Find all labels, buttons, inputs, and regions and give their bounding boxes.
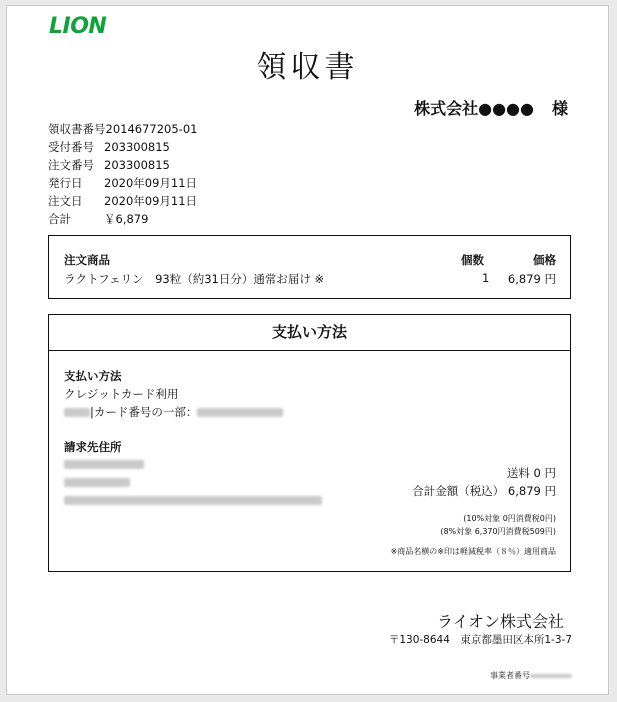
business-number-label: 事業者番号 [490,671,530,680]
shipping-fee: 送料 0 円 [506,466,556,480]
lion-logo: LION [49,14,107,39]
info-total [48,210,197,228]
info-reception-no [48,138,197,156]
payment-method-label: 支払い方法 [64,369,122,383]
redacted-business-number [530,674,572,678]
info-value: 2014677205-01 [105,122,198,136]
total-amount: 合計金額（税込） 6,879 円 [412,484,556,498]
order-items-box [48,235,571,299]
redacted-billing-address [64,493,322,507]
item-qty: 1 [482,271,490,285]
product-header: 注文商品 [64,253,110,267]
info-label: 発行日 [48,176,83,190]
info-receipt-no [48,120,197,138]
reduced-tax-note: ※商品名横の※印は軽減税率（８％）適用商品 [390,547,556,556]
receipt-page [6,5,609,695]
billing-address-label: 請求先住所 [64,440,122,454]
payment-box [48,314,571,572]
item-name: ラクトフェリン 93粒（約31日分）通常お届け ※ [64,272,325,286]
customer-name-line [414,96,568,119]
redacted-card-number [197,408,283,417]
redacted-card-brand [64,408,90,417]
company-name: ライオン株式会社 [436,612,564,631]
business-number [490,670,572,681]
info-order-date [48,192,197,210]
info-value: 203300815 [104,158,170,172]
customer-name: 株式会社●●●● [414,99,534,118]
payment-title: 支払い方法 [49,315,570,351]
info-label: 注文日 [48,194,83,208]
info-value: 2020年09月11日 [104,176,198,190]
info-value: 2020年09月11日 [104,194,198,208]
item-price: 6,879 円 [507,272,556,286]
payment-method-value: クレジットカード利用 [64,387,179,401]
info-label: 受付番号 [48,140,94,154]
company-address: 〒130-8644 東京都墨田区本所1-3-7 [388,634,572,646]
card-info [64,404,283,420]
page-title: 領収書 [256,50,359,85]
redacted-billing-zip [64,475,130,489]
info-label: 領収書番号 [48,122,106,136]
info-label: 注文番号 [48,158,94,172]
tax-8-breakdown: (8%対象 6,370円消費税509円) [440,527,556,536]
redacted-billing-name [64,457,144,471]
info-value: ￥6,879 [104,212,149,226]
customer-honorific: 様 [551,99,568,118]
qty-header: 個数 [461,253,484,267]
info-issue-date [48,174,197,192]
tax-10-breakdown: (10%対象 0円消費税0円) [463,514,556,523]
info-label: 合計 [48,212,71,226]
card-number-label: |カード番号の一部： [90,405,198,419]
receipt-info [48,120,197,228]
info-order-no [48,156,197,174]
price-header: 価格 [533,253,556,267]
info-value: 203300815 [104,140,170,154]
